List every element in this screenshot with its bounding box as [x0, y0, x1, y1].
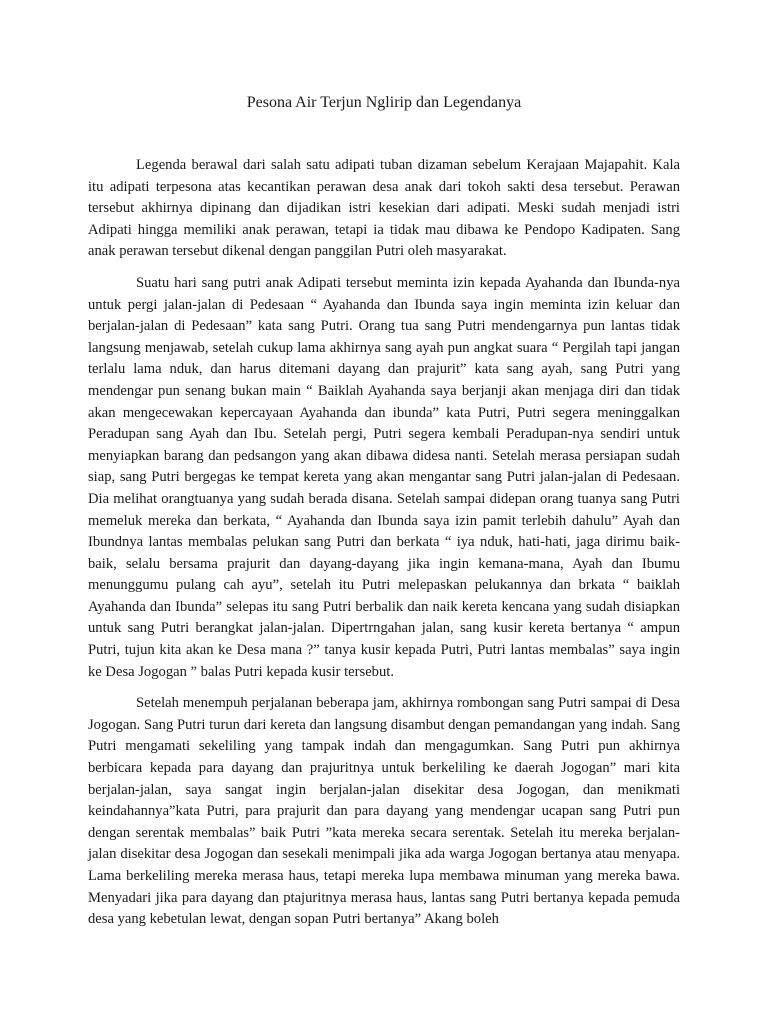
paragraph-2: Suatu hari sang putri anak Adipati tersebut meminta izin kepada Ayahanda dan Ibunda-nya untuk pergi jalan-jalan di Pedesaan “ Ayahanda dan Ibunda saya ingin meminta izin keluar dan berjalan-jalan di Pedesaan” kata sang Putri. Orang tua sang Putri mendengarnya pun lantas tidak langsung menjawab, setelah cukup lama akhirnya sang ayah pun angkat suara “ Pergilah tapi jangan terlalu lama nduk, dan harus ditemani dayang dan prajurit” kata sang ayah, sang Putri yang mendengar pun senang bukan main “ Baiklah Ayahanda saya berjanji akan menjaga diri dan tidak akan mengecewakan kepercayaan Ayahanda dan ibunda” kata Putri, Putri segera meninggalkan Peradupan sang Ayah dan Ibu. Setelah pergi, Putri segera kembali Peradupan-nya sendiri untuk menyiapkan barang dan pedsangon yang akan dibawa didesa nanti. Setelah merasa persiapan sudah siap, sang Putri bergegas ke tempat kereta yang akan mengantar sang Putri jalan-jalan di Pedesaan. Dia melihat orangtuanya yang sudah berada disana. Setelah sampai didepan orang tuanya sang Putri memeluk mereka dan berkata, “ Ayahanda dan Ibunda saya izin pamit terlebih dahulu” Ayah dan Ibundnya lantas membalas pelukan sang Putri dan berkata “ iya nduk, hati-hati, jaga dirimu baik-baik, selalu bersama prajurit dan dayang-dayang jika ingin kemana-mana, Ayah dan Ibumu menunggumu pulang cah ayu”, setelah itu Putri melepaskan pelukannya dan brkata “ baiklah Ayahanda dan Ibunda” selepas itu sang Putri berbalik dan naik kereta kencana yang sudah disiapkan untuk sang Putri berangkat jalan-jalan. Dipertrngahan jalan, sang kusir kereta bertanya “ ampun Putri, tujun kita akan ke Desa mana ?” tanya kusir kepada Putri, Putri lantas membalas” saya ingin ke Desa Jogogan ” balas Putri kepada kusir tersebut.: [88, 274, 680, 680]
paragraph-3: Setelah menempuh perjalanan beberapa jam, akhirnya rombongan sang Putri sampai di Desa Jogogan. Sang Putri turun dari kereta dan langsung disambut dengan pemandangan yang indah. Sang Putri mengamati sekeliling yang tampak indah dan mengagumkan. Sang Putri pun akhirnya berbicara kepada para dayang dan prajuritnya untuk berkeliling ke daerah Jogogan” mari kita berjalan-jalan, saya sangat ingin berjalan-jalan disekitar desa Jogogan, dan menikmati keindahannya”kata Putri, para prajurit dan para dayang yang mendengar ucapan sang Putri pun dengan serentak membalas” baik Putri ”kata mereka secara serentak. Setelah itu mereka berjalan-jalan disekitar desa Jogogan dan sesekali menimpali jika ada warga Jogogan bertanya atau menyapa. Lama berkeliling mereka merasa haus, tetapi mereka lupa membawa minuman yang mereka bawa. Menyadari jika para dayang dan ptajuritnya merasa haus, lantas sang Putri bertanya kepada pemuda desa yang kebetulan lewat, dengan sopan Putri bertanya” Akang boleh: [88, 695, 680, 928]
paragraph-1: Legenda berawal dari salah satu adipati tuban dizaman sebelum Kerajaan Majapahit. Kala itu adipati terpesona atas kecantikan perawan desa anak dari tokoh sakti desa tersebut. Perawan tersebut akhirnya dipinang dan dijadikan istri kesekian dari adipati. Meski sudah menjadi istri Adipati hingga memiliki anak perawan, tetapi ia tidak mau dibawa ke Pendopo Kadipaten. Sang anak perawan tersebut dikenal dengan panggilan Putri oleh masyarakat.: [88, 157, 680, 260]
document-title: Pesona Air Terjun Nglirip dan Legendanya: [246, 94, 522, 111]
document-body: [88, 155, 680, 941]
